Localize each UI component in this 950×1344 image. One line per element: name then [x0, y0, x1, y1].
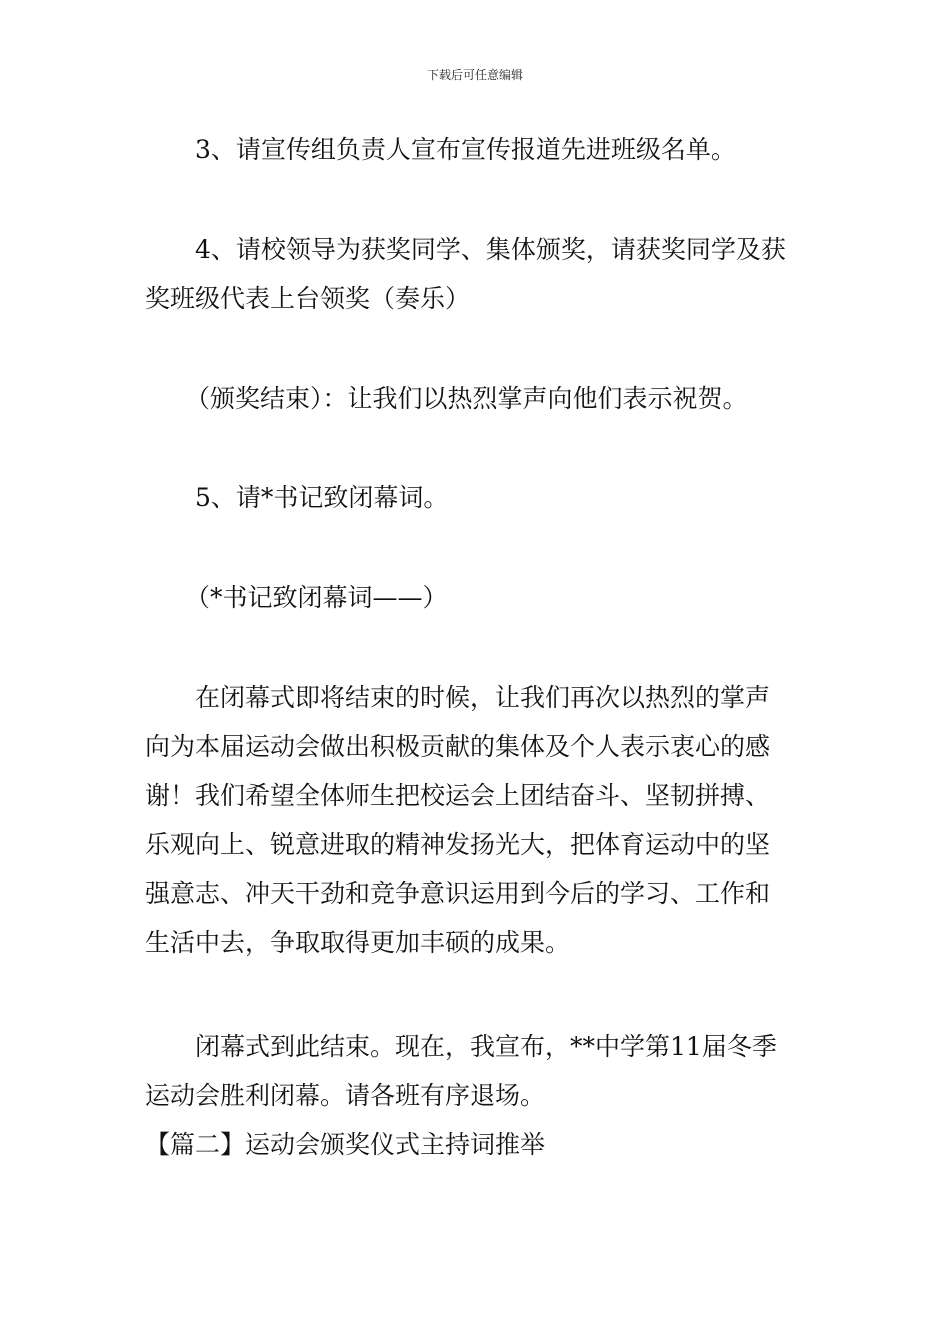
- speech-note-line: （*书记致闭幕词——）: [185, 583, 448, 612]
- final-paragraph: [145, 1022, 815, 1120]
- closing-line-6: 生活中去，争取取得更加丰硕的成果。: [145, 928, 571, 957]
- closing-line-4: 乐观向上、锐意进取的精神发扬光大，把体育运动中的坚: [145, 830, 771, 859]
- speech-note-paragraph: [145, 573, 855, 622]
- item-4-line-1: 4、请校领导为获奖同学、集体颁奖，请获奖同学及获: [195, 235, 786, 264]
- closing-line-2: 向为本届运动会做出积极贡献的集体及个人表示衷心的感: [145, 732, 771, 761]
- item-3-line: 3、请宣传组负责人宣布宣传报道先进班级名单。: [195, 135, 736, 164]
- header-note: 下载后可任意编辑: [426, 68, 523, 82]
- item-3-paragraph: [145, 125, 815, 174]
- item-4-paragraph: [145, 225, 815, 323]
- section-heading: 【篇二】运动会颁奖仪式主持词推举: [145, 1130, 546, 1159]
- item-4-line-2: 奖班级代表上台领奖（奏乐）: [145, 284, 471, 313]
- item-5-line: 5、请*书记致闭幕词。: [195, 483, 449, 512]
- award-end-line: （颁奖结束）：让我们以热烈掌声向他们表示祝贺。: [185, 384, 748, 413]
- award-end-paragraph: [145, 374, 855, 423]
- closing-paragraph: [145, 673, 815, 967]
- final-line-2: 运动会胜利闭幕。请各班有序退场。: [145, 1081, 546, 1110]
- closing-line-5: 强意志、冲天干劲和竞争意识运用到今后的学习、工作和: [145, 879, 771, 908]
- closing-line-3: 谢！我们希望全体师生把校运会上团结奋斗、坚韧拼搏、: [145, 781, 771, 810]
- item-5-paragraph: [145, 473, 815, 522]
- final-line-1: 闭幕式到此结束。现在，我宣布，**中学第11届冬季: [195, 1032, 777, 1061]
- closing-line-1: 在闭幕式即将结束的时候，让我们再次以热烈的掌声: [195, 683, 771, 712]
